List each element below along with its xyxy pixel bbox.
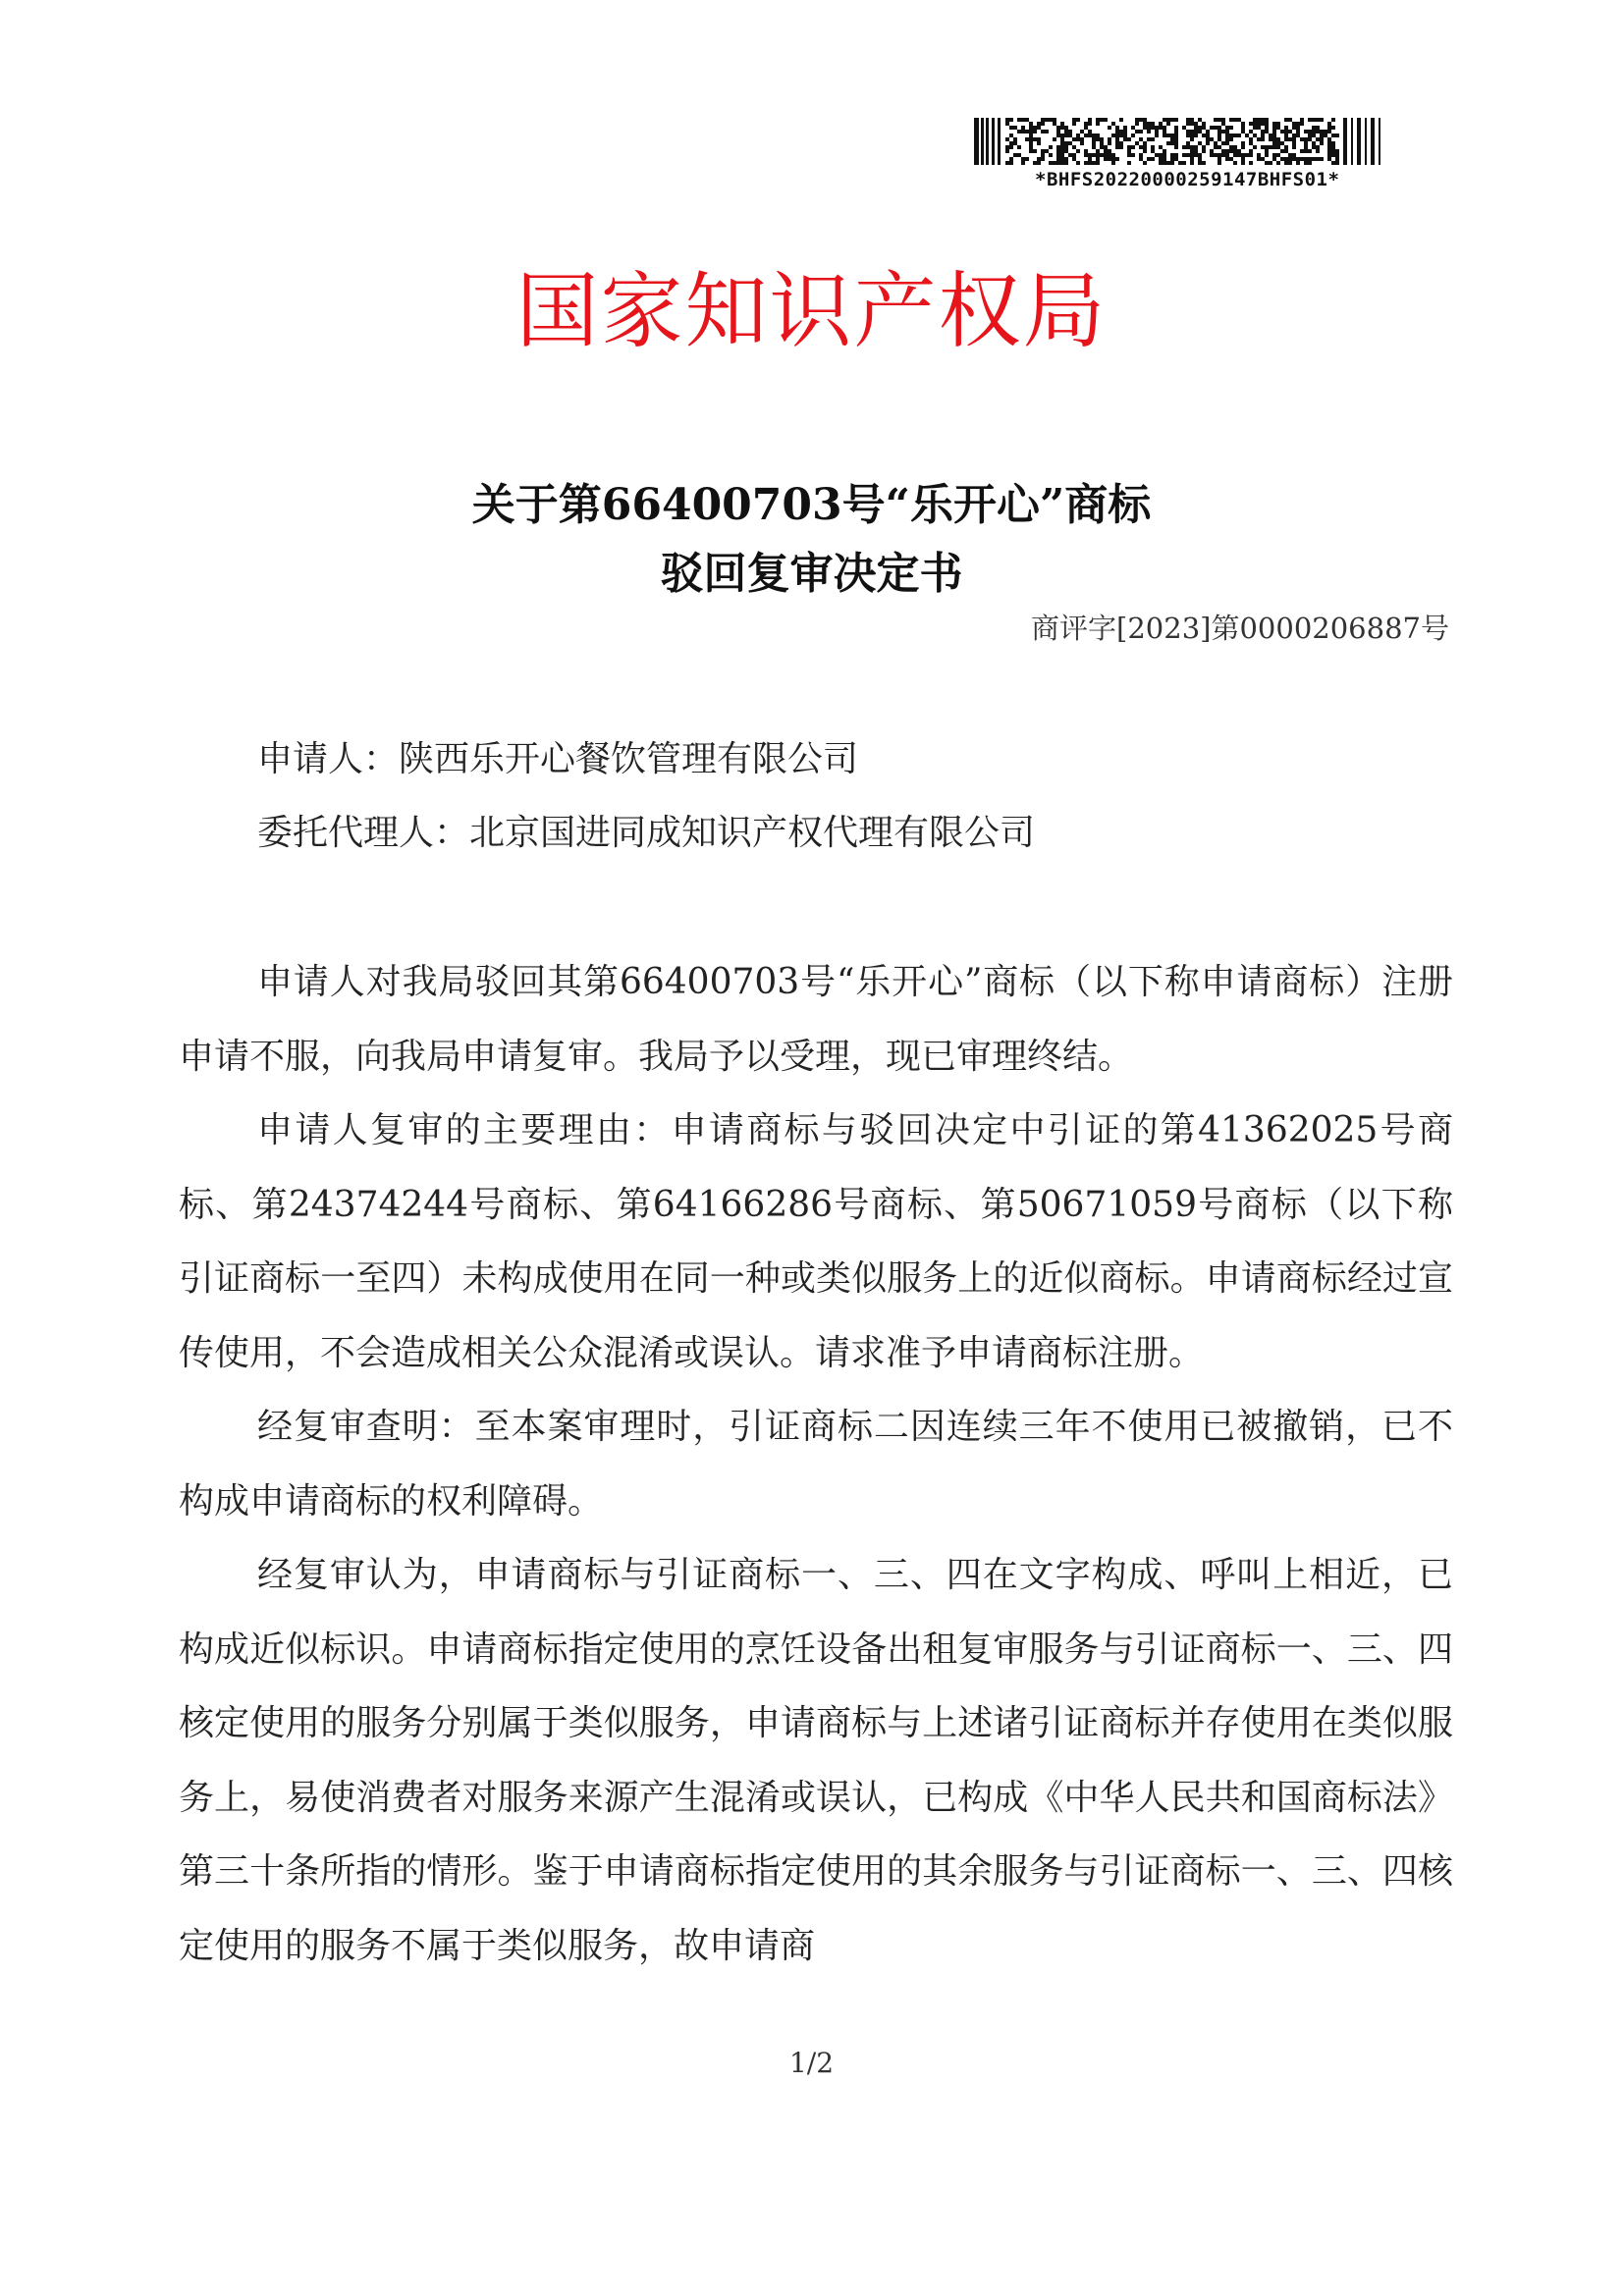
document-title-line1: 关于第66400703号“乐开心”商标 bbox=[471, 480, 1152, 530]
paragraph-2: 申请人复审的主要理由：申请商标与驳回决定中引证的第41362025号商标、第24374244号商标、第64166286号商标、第50671059号商标（以下称引证商标一至四）未构成使用在同一种或类似服务上的近似商标。申请商标经过宣传使用，不会造成相关公众混淆或误认。请求准予申请商标注册。 bbox=[179, 1110, 1453, 1373]
agent-line: 委托代理人：北京国进同成知识产权代理有限公司 bbox=[257, 813, 1036, 853]
document-title-line2: 驳回复审决定书 bbox=[660, 549, 963, 599]
applicant-line: 申请人：陕西乐开心餐饮管理有限公司 bbox=[257, 739, 859, 779]
office-name: 国家知识产权局 bbox=[515, 263, 1108, 359]
paragraph-4: 经复审认为，申请商标与引证商标一、三、四在文字构成、呼叫上相近，已构成近似标识。申请商标指定使用的烹饪设备出租复审服务与引证商标一、三、四核定使用的服务分别属于类似服务，申请商标与上述诸引证商标并存使用在类似服务上，易使消费者对服务来源产生混淆或误认，已构成《中华人民共和国商标法》第三十条所指的情形。鉴于申请商标指定使用的其余服务与引证商标一、三、四核定使用的服务不属于类似服务，故申请商 bbox=[179, 1555, 1453, 1966]
paragraph-1: 申请人对我局驳回其第66400703号“乐开心”商标（以下称申请商标）注册申请不服，向我局申请复审。我局予以受理，现已审理终结。 bbox=[179, 962, 1453, 1077]
page-number: 1/2 bbox=[788, 2047, 835, 2079]
barcode-text: *BHFS20220000259147BHFS01* bbox=[1035, 169, 1340, 190]
barcode-block bbox=[974, 118, 1386, 196]
decision-body bbox=[179, 945, 1453, 1983]
document-number: 商评字[2023]第0000206887号 bbox=[1031, 612, 1449, 645]
paragraph-3: 经复审查明：至本案审理时，引证商标二因连续三年不使用已被撤销，已不构成申请商标的权利障碍。 bbox=[179, 1407, 1453, 1522]
barcode-icon bbox=[974, 118, 1386, 165]
